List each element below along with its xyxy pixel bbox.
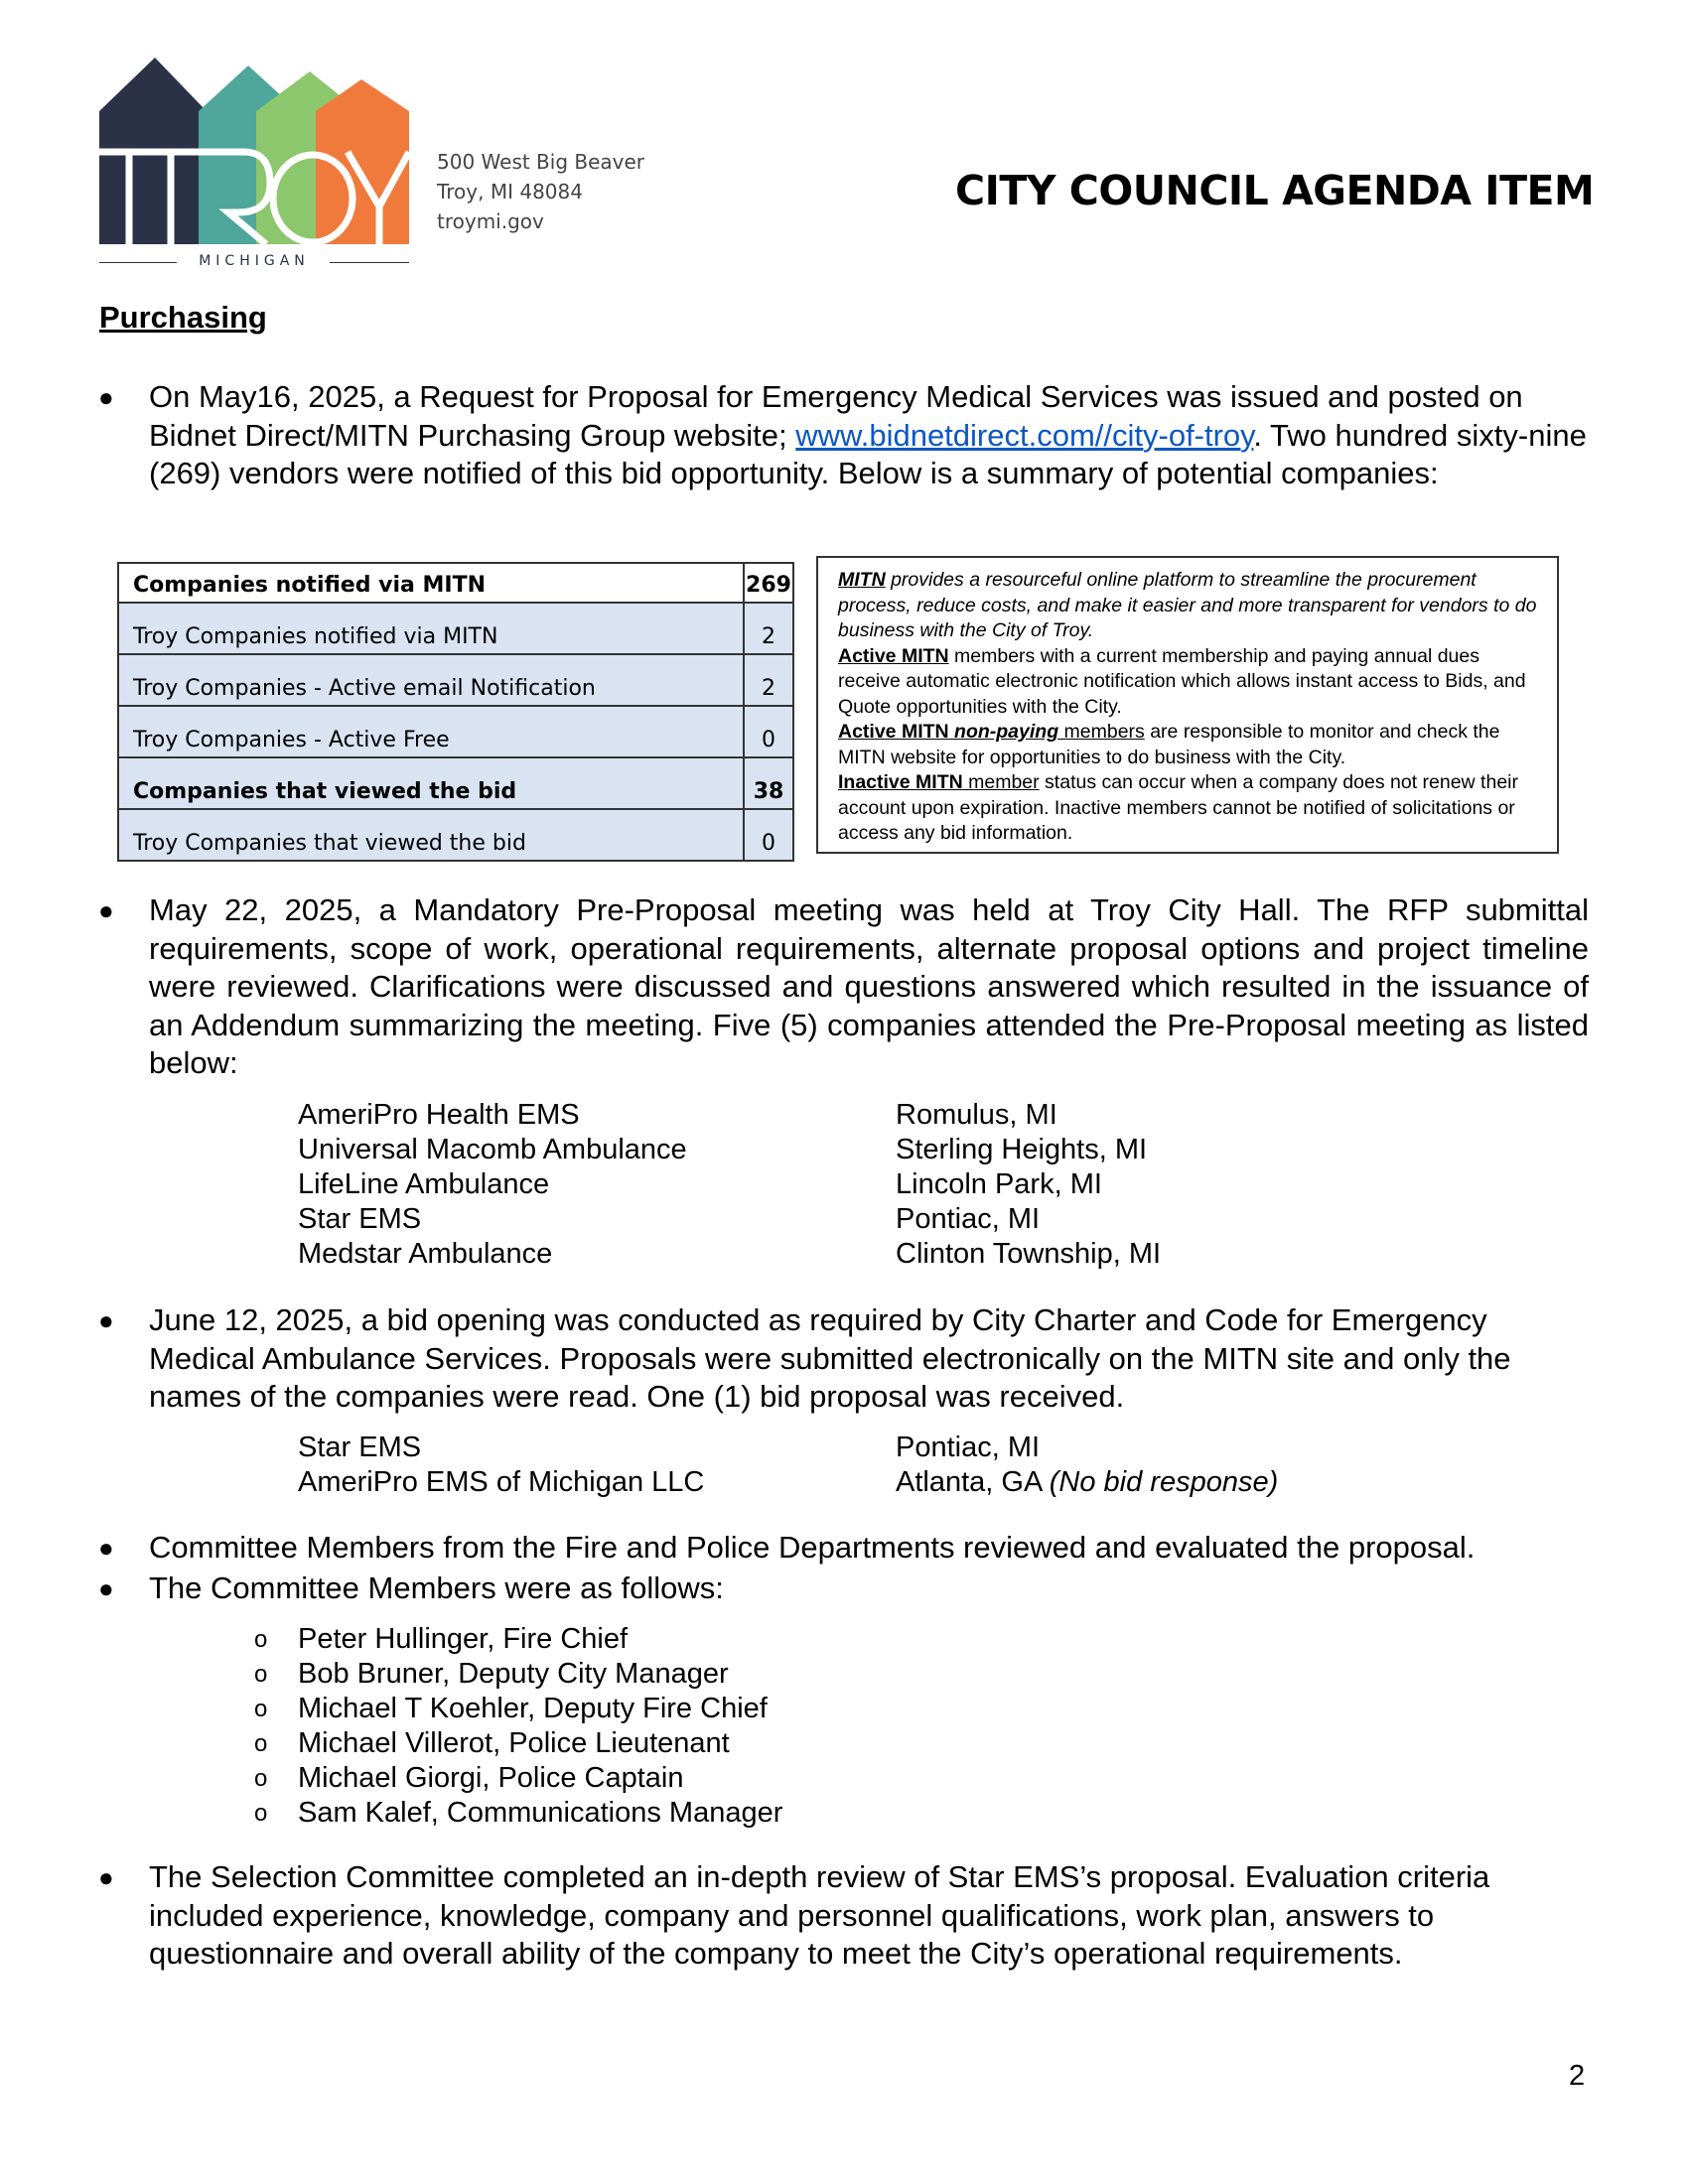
bullet-committee-list-intro	[98, 1570, 1589, 1608]
attendee-location: Romulus, MI	[896, 1099, 1057, 1131]
section-title: Purchasing	[99, 300, 267, 335]
inactive-text: status can occur when a company does not renew their account upon expiration. Inactive members cannot be notified of solicitations or access any bid information.	[838, 771, 1518, 844]
address-line2: Troy, MI 48084	[437, 180, 583, 204]
table-cell-label: Companies that viewed the bid	[118, 757, 744, 809]
bullet1-text-a: On May16, 2025, a Request for Proposal for Emergency Medical Services was issued and posted on Bidnet Direct/MITN Purchasing Group website;	[149, 379, 1523, 453]
committee-member: Michael T Koehler, Deputy Fire Chief	[298, 1693, 768, 1724]
committee-list	[254, 1622, 1192, 1831]
bullet-circle: o	[254, 1696, 268, 1722]
table-cell-value: 2	[744, 654, 793, 706]
mitn-info-box	[816, 556, 1559, 854]
table-cell-value: 269	[744, 563, 793, 603]
attendee-name: Universal Macomb Ambulance	[298, 1134, 687, 1165]
nonpaying-mitn-desc	[838, 720, 1541, 770]
mitn-desc	[838, 568, 1541, 644]
table-cell-value: 0	[744, 809, 793, 861]
bullet-circle: o	[254, 1661, 268, 1688]
bullet-dot: ●	[98, 1573, 114, 1603]
bullet3-text: June 12, 2025, a bid opening was conducted as required by City Charter and Code for Emergency Medical Ambulance Services. Proposals were submitted electronically on the MITN site and only the names of the companies were read. One (1) bid proposal was received.	[149, 1302, 1511, 1414]
logo-subtitle: MICHIGAN	[199, 253, 310, 269]
attendee-location: Sterling Heights, MI	[896, 1134, 1148, 1165]
list-item	[298, 1098, 1192, 1133]
table-row	[118, 757, 793, 809]
list-item	[254, 1622, 1192, 1657]
bullet5-text: The Committee Members were as follows:	[149, 1570, 724, 1605]
bullet-dot: ●	[98, 1533, 114, 1563]
bullet-circle: o	[254, 1626, 268, 1653]
nonpaying-term-c: members	[1058, 721, 1145, 743]
table-cell-label: Companies notified via MITN	[118, 563, 744, 603]
address-block	[437, 147, 644, 236]
attendee-location: Lincoln Park, MI	[896, 1168, 1102, 1200]
mitn-desc-text: provides a resourceful online platform to streamline the procurement process, reduce costs, and make it easier and more transparent for vendors to do business with the City of Troy.	[838, 569, 1537, 641]
table-row	[118, 809, 793, 861]
inactive-term-a: Inactive MITN	[838, 771, 963, 793]
committee-member: Michael Villerot, Police Lieutenant	[298, 1727, 730, 1759]
table-cell-value: 2	[744, 603, 793, 654]
page-number: 2	[1569, 2060, 1586, 2092]
nonpaying-text: are responsible to monitor and check the MITN website for opportunities to do business with the City.	[838, 721, 1500, 768]
bullet-rfp-issued	[98, 378, 1589, 493]
troy-logo	[99, 58, 409, 271]
table-cell-label: Troy Companies that viewed the bid	[118, 809, 744, 861]
table-cell-label: Troy Companies - Active email Notification	[118, 654, 744, 706]
active-mitn-text: members with a current membership and paying annual dues receive automatic electronic notification which allows instant access to Bids, and Quote opportunities with the City.	[838, 644, 1526, 718]
bidder-location: Pontiac, MI	[896, 1432, 1041, 1463]
bullet6-text: The Selection Committee completed an in-depth review of Star EMS’s proposal. Evaluation criteria included experience, knowledge, company and personnel qualifications, work plan, answers to questionnaire and overall ability of the company to meet the City’s operational requirements.	[149, 1859, 1490, 1971]
attendee-name: AmeriPro Health EMS	[298, 1099, 580, 1131]
bullet-selection-review	[98, 1858, 1509, 1974]
list-item	[254, 1761, 1192, 1796]
bullet2-text: May 22, 2025, a Mandatory Pre-Proposal meeting was held at Troy City Hall. The RFP submittal requirements, scope of work, operational requirements, alternate proposal options and project timeline were reviewed. Clarifications were discussed and questions answered which resulted in the issuance of an Addendum summarizing the meeting. Five (5) companies attended the Pre-Proposal meeting as listed below:	[149, 892, 1589, 1080]
list-item	[298, 1465, 1291, 1500]
address-line1: 500 West Big Beaver	[437, 150, 645, 174]
bullet-dot: ●	[98, 1862, 114, 1892]
list-item	[298, 1431, 1291, 1465]
bidder-location: Atlanta, GA	[896, 1466, 1050, 1498]
nonpaying-term-b: non-paying	[954, 721, 1059, 743]
table-cell-value: 0	[744, 706, 793, 757]
doc-title: CITY COUNCIL AGENDA ITEM	[955, 167, 1595, 214]
bidder-name: Star EMS	[298, 1432, 422, 1463]
list-item	[298, 1202, 1192, 1237]
attendee-location: Pontiac, MI	[896, 1203, 1041, 1235]
inactive-term-b: member	[962, 771, 1040, 793]
nonpaying-term-a: Active MITN	[838, 721, 955, 743]
list-item	[254, 1657, 1192, 1692]
list-item	[298, 1237, 1192, 1272]
inactive-mitn-desc	[838, 770, 1541, 847]
active-mitn-term: Active MITN	[838, 644, 949, 667]
bidder-name: AmeriPro EMS of Michigan LLC	[298, 1466, 705, 1498]
website-text: troymi.gov	[437, 209, 544, 233]
bullet-dot: ●	[98, 1305, 114, 1335]
table-cell-label: Troy Companies notified via MITN	[118, 603, 744, 654]
bullet-bid-opening	[98, 1301, 1589, 1417]
attendee-name: Medstar Ambulance	[298, 1238, 553, 1270]
list-item	[254, 1726, 1192, 1761]
list-item	[298, 1167, 1192, 1202]
table-row	[118, 654, 793, 706]
bidnet-link[interactable]: www.bidnetdirect.com//city-of-troy	[795, 417, 1254, 453]
mitn-term: MITN	[838, 569, 886, 591]
bidder-list	[298, 1431, 1291, 1500]
table-row	[118, 603, 793, 654]
attendee-name: Star EMS	[298, 1203, 422, 1235]
troy-logo-mark	[99, 58, 409, 271]
table-row	[118, 706, 793, 757]
attendee-list	[298, 1098, 1192, 1272]
committee-member: Peter Hullinger, Fire Chief	[298, 1623, 629, 1655]
table-row	[118, 563, 793, 603]
mitn-stats-table	[117, 562, 794, 862]
logo-subtitle-row	[99, 253, 409, 271]
bullet-circle: o	[254, 1765, 268, 1792]
list-item	[298, 1133, 1192, 1167]
committee-member: Sam Kalef, Communications Manager	[298, 1797, 783, 1829]
list-item	[254, 1692, 1192, 1726]
bullet-pre-proposal	[98, 891, 1589, 1083]
bullet4-text: Committee Members from the Fire and Police Departments reviewed and evaluated the proposal.	[149, 1530, 1476, 1565]
bidder-note: (No bid response)	[1049, 1466, 1279, 1498]
attendee-location: Clinton Township, MI	[896, 1238, 1162, 1270]
list-item	[254, 1796, 1192, 1831]
active-mitn-desc	[838, 644, 1541, 721]
committee-member: Bob Bruner, Deputy City Manager	[298, 1658, 729, 1690]
bullet-committee-reviewed	[98, 1529, 1618, 1568]
committee-member: Michael Giorgi, Police Captain	[298, 1762, 684, 1794]
bullet-dot: ●	[98, 382, 114, 412]
bullet-circle: o	[254, 1800, 268, 1827]
bullet1-text-b: . Two hundred sixty-nine (269) vendors were notified of this bid opportunity. Below is a summary of potential companies:	[149, 417, 1587, 490]
table-cell-value: 38	[744, 757, 793, 809]
table-cell-label: Troy Companies - Active Free	[118, 706, 744, 757]
bullet-dot: ●	[98, 895, 114, 925]
bullet-circle: o	[254, 1730, 268, 1757]
attendee-name: LifeLine Ambulance	[298, 1168, 550, 1200]
